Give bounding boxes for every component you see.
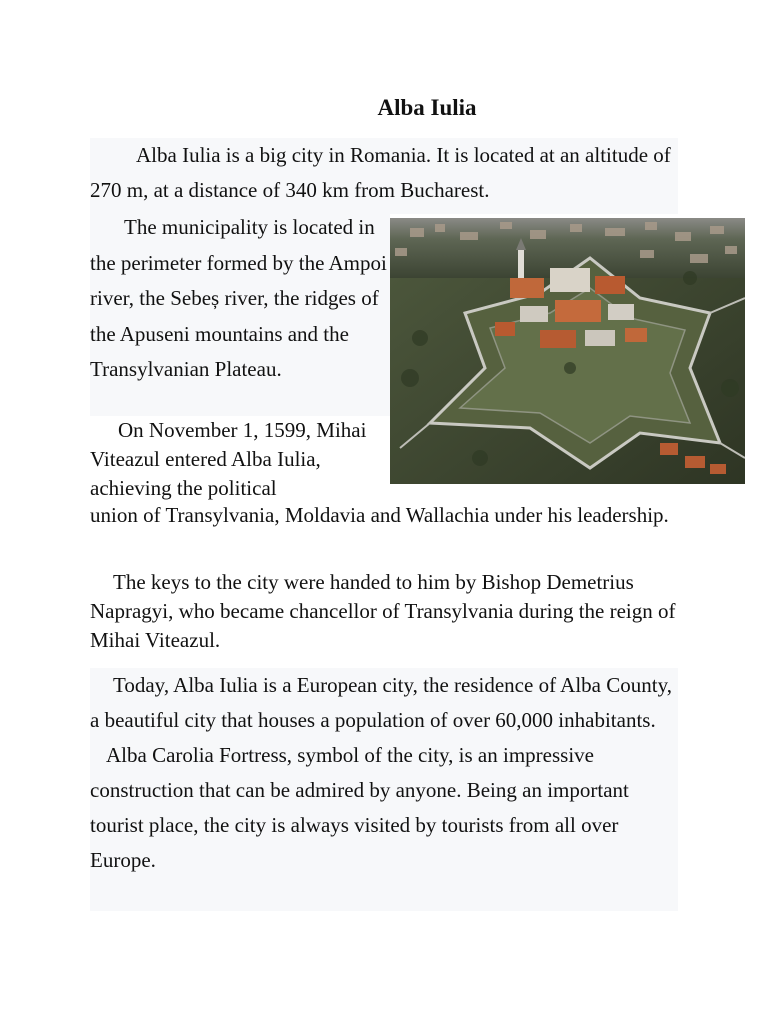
paragraph-intro — [90, 138, 678, 214]
paragraph-fortress-text: Alba Carolia Fortress, symbol of the city, is an impressive construction that can be admired by anyone. Being an important tourist place, the city is always visited by tourists from all over Europe. — [90, 743, 629, 872]
fortress-aerial-photo — [390, 218, 745, 484]
paragraph-keys-text: The keys to the city were handed to him by Bishop Demetrius Napragyi, who became chancellor of Transylvania during the reign of Mihai Viteazul. — [90, 570, 676, 652]
paragraph-block-today — [90, 668, 678, 911]
paragraph-history-start — [90, 416, 390, 503]
paragraph-history-start-text: On November 1, 1599, Mihai Viteazul entered Alba Iulia, achieving the political — [90, 418, 367, 500]
paragraph-fortress — [90, 738, 678, 878]
paragraph-today — [90, 668, 678, 738]
paragraph-location-text: The municipality is located in the perimeter formed by the Ampoi river, the Sebeș river, the ridges of the Apuseni mountains and the Transylvanian Plateau. — [90, 215, 387, 381]
paragraph-keys — [90, 568, 680, 655]
paragraph-intro-text: Alba Iulia is a big city in Romania. It is located at an altitude of 270 m, at a distance of 340 km from Bucharest. — [90, 143, 671, 202]
paragraph-history-end: union of Transylvania, Moldavia and Wallachia under his leadership. — [90, 503, 669, 527]
page-title: Alba Iulia — [377, 95, 477, 120]
paragraph-today-text: Today, Alba Iulia is a European city, the residence of Alba County, a beautiful city that houses a population of over 60,000 inhabitants. — [90, 673, 672, 732]
paragraph-location — [90, 210, 390, 416]
